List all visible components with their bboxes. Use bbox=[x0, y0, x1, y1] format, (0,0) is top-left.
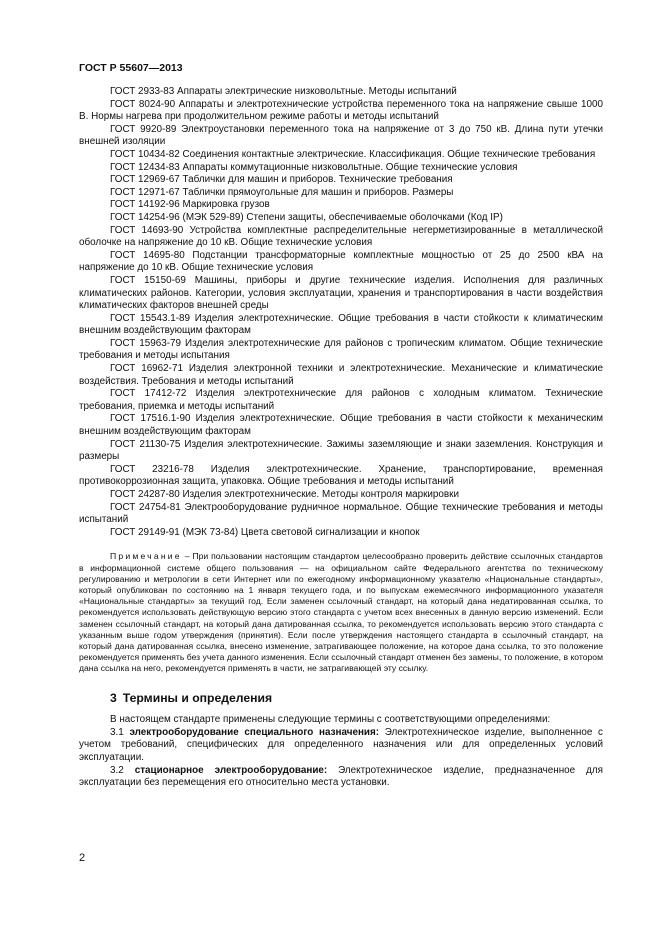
reference-item: ГОСТ 12434-83 Аппараты коммутационные низковольтные. Общие технические условия bbox=[110, 161, 518, 173]
reference-item: ГОСТ 14695-80 Подстанции трансформаторные комплектные мощностью от 25 до 2500 кВА на напряжение до 10 кВ. Общие технические условия bbox=[79, 249, 603, 274]
term-name: стационарное электрооборудование: bbox=[134, 764, 328, 776]
section-heading bbox=[79, 692, 603, 705]
document-header: ГОСТ Р 55607—2013 bbox=[79, 62, 183, 74]
reference-item: ГОСТ 9920-89 Электроустановки переменного тока на напряжение от 3 до 750 кВ. Длина пути утечки внешней изоляции bbox=[79, 123, 603, 148]
reference-item: ГОСТ 21130-75 Изделия электротехнические. Зажимы заземляющие и знаки заземления. Конструкция и размеры bbox=[79, 438, 603, 463]
reference-item: ГОСТ 12971-67 Таблички прямоугольные для машин и приборов. Размеры bbox=[110, 186, 454, 198]
reference-item: ГОСТ 8024-90 Аппараты и электротехнические устройства переменного тока на напряжение свыше 1000 В. Нормы нагрева при продолжительном режиме работы и методы испытаний bbox=[79, 98, 603, 123]
reference-item: ГОСТ 23216-78 Изделия электротехнические. Хранение, транспортирование, временная противокоррозионная защита, упаковка. Общие требования и методы испытаний bbox=[79, 463, 603, 488]
reference-item: ГОСТ 29149-91 (МЭК 73-84) Цвета световой сигнализации и кнопок bbox=[110, 526, 420, 538]
reference-item: ГОСТ 10434-82 Соединения контактные электрические. Классификация. Общие технические требования bbox=[110, 148, 596, 160]
section-intro: В настоящем стандарте применены следующие термины с соответствующими определениями: bbox=[110, 714, 551, 726]
section-title: Термины и определения bbox=[122, 690, 273, 705]
reference-item: ГОСТ 24754-81 Электрооборудование рудничное нормальное. Общие технические требования и методы испытаний bbox=[79, 501, 603, 526]
document-body bbox=[79, 86, 603, 790]
term-text: Электротехническое изделие, выполненное с учетом требований, специфических для определенного назначения или для определенных условий эксплуатации. bbox=[79, 726, 603, 763]
term-definition bbox=[79, 765, 603, 790]
note-text: – При пользовании настоящим стандартом целесообразно проверить действие ссылочных стандартов в информационной системе общего пользования — на официальном сайте Федерального агентства по техническому регулированию и метрологии в сети Интернет или по ежегодному информационному указателю «Национальные стандарты», который опубликован по состоянию на 1 января текущего года, и по выпускам ежемесячного информационного указателя «Национальные стандарты» за текущий год. Если заменен ссылочный стандарт, на который дана недатированная ссылка, то рекомендуется использовать действующую версию этого стандарта с учетом всех внесенных в данную версию изменений. Если заменен ссылочный стандарт, на который дана датированная ссылка, то рекомендуется использовать версию этого стандарта с указанным выше годом утверждения (принятия). Если после утверждения настоящего стандарта в ссылочный стандарт, на который дана датированная ссылка, внесено изменение, затрагивающее положение, на которое дана ссылка, то это положение рекомендуется применять без учета данного изменения. Если ссылочный стандарт отменен без замены, то положение, в котором дана ссылка на него, рекомендуется применять в части, не затрагивающей эту ссылку. bbox=[79, 551, 603, 674]
reference-item: ГОСТ 16962-71 Изделия электронной техники и электротехнические. Механические и климатические воздействия. Требования и методы испытаний bbox=[79, 363, 603, 387]
note-label: Примечание bbox=[110, 551, 182, 562]
term-text: Электротехническое изделие, предназначенное для эксплуатации без перемещения его относительно места установки. bbox=[79, 764, 603, 789]
term-number: 3.2 bbox=[110, 764, 135, 776]
reference-item: ГОСТ 2933-83 Аппараты электрические низковольтные. Методы испытаний bbox=[110, 86, 457, 97]
reference-item: ГОСТ 14693-90 Устройства комплектные распределительные негерметизированные в металлической оболочке на напряжение до 10 кВ. Общие технические условия bbox=[79, 224, 603, 249]
reference-item: ГОСТ 14192-96 Маркировка грузов bbox=[110, 199, 270, 211]
reference-item: ГОСТ 15150-69 Машины, приборы и другие технические изделия. Исполнения для различных климатических районов. Категории, условия эксплуатации, хранения и транспортирования в части воздействия климатических факторов внешней среды bbox=[79, 274, 603, 312]
term-number: 3.1 bbox=[110, 726, 130, 738]
term-definition bbox=[79, 727, 603, 765]
normative-references-list bbox=[79, 86, 603, 539]
reference-item: ГОСТ 17412-72 Изделия электротехнические для районов с холодным климатом. Технические требования, приемка и методы испытаний bbox=[79, 388, 603, 412]
reference-item: ГОСТ 12969-67 Таблички для машин и приборов. Технические требования bbox=[110, 174, 453, 186]
term-name: электрооборудование специального назначения: bbox=[129, 726, 380, 738]
reference-item: ГОСТ 15543.1-89 Изделия электротехнические. Общие требования в части стойкости к климатическим внешним воздействующим факторам bbox=[79, 312, 603, 337]
reference-item: ГОСТ 17516.1-90 Изделия электротехнические. Общие требования в части стойкости к механическим внешним воздействующим факторам bbox=[79, 413, 603, 438]
note-paragraph bbox=[79, 551, 603, 674]
reference-item: ГОСТ 15963-79 Изделия электротехнические для районов с тропическим климатом. Общие технические требования и методы испытания bbox=[79, 337, 603, 362]
reference-item: ГОСТ 14254-96 (МЭК 529-89) Степени защиты, обеспечиваемые оболочками (Код IP) bbox=[110, 211, 503, 223]
page-number: 2 bbox=[79, 852, 86, 864]
reference-item: ГОСТ 24287-80 Изделия электротехнические. Методы контроля маркировки bbox=[110, 489, 459, 500]
section-number: 3 bbox=[110, 690, 117, 705]
